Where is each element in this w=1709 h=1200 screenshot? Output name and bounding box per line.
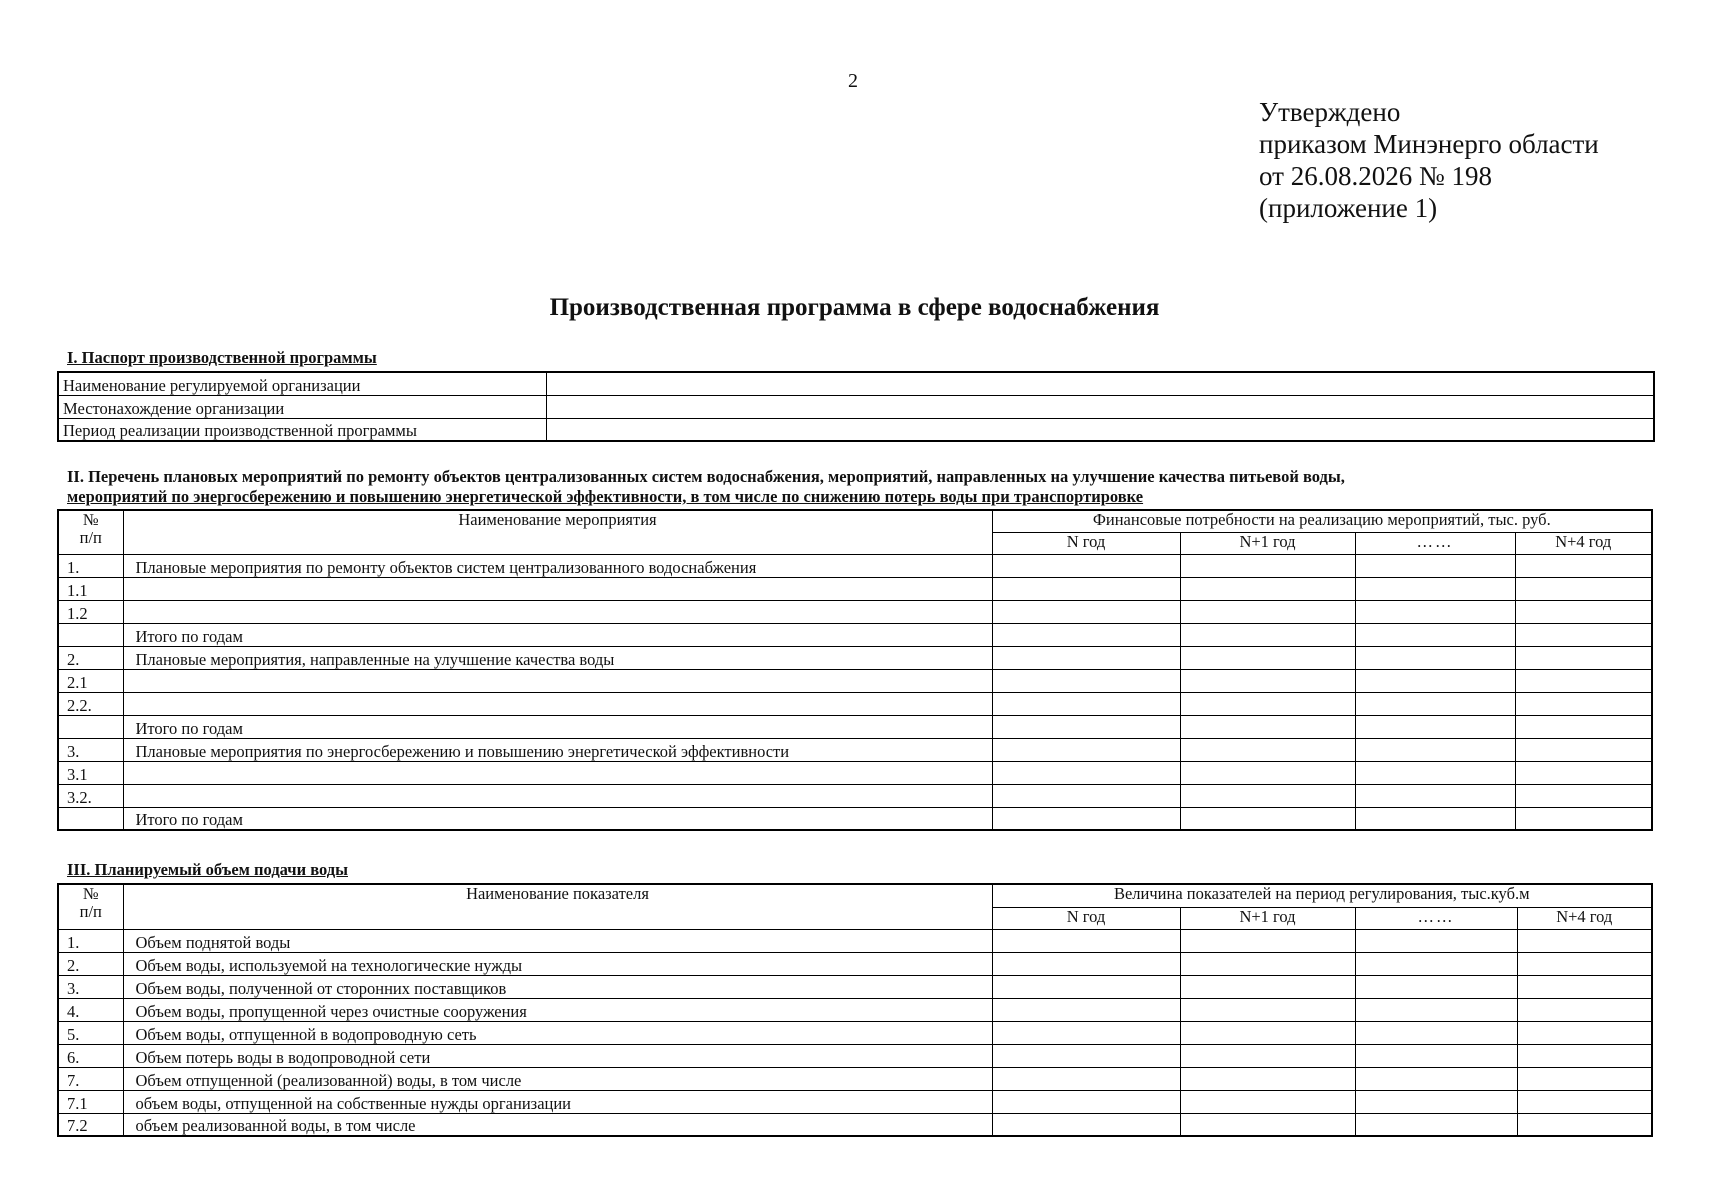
value-cell — [1355, 738, 1515, 761]
col-number-label-1: № — [82, 510, 99, 529]
section3-heading: III. Планируемый объем подачи воды — [67, 860, 348, 879]
value-cell — [1180, 929, 1355, 952]
value-cell — [1355, 1113, 1517, 1136]
row-number: 6. — [58, 1044, 123, 1067]
value-cell — [1355, 975, 1517, 998]
indicator-name: Объем воды, полученной от сторонних поставщиков — [123, 975, 992, 998]
value-cell — [1515, 784, 1652, 807]
value-cell — [1515, 669, 1652, 692]
section2-heading-line-1: II. Перечень плановых мероприятий по ремонту объектов централизованных систем водоснабжения, мероприятий, направленных на улучшение качества питьевой воды, — [67, 467, 1345, 486]
value-cell — [1180, 952, 1355, 975]
value-cell — [1517, 998, 1652, 1021]
value-cell — [1355, 1021, 1517, 1044]
passport-table — [57, 371, 1655, 442]
year-header: N+1 год — [1180, 532, 1355, 554]
col-number-label-2: п/п — [79, 902, 102, 921]
value-cell — [1180, 1067, 1355, 1090]
year-header: N год — [992, 907, 1180, 929]
row-number — [58, 807, 123, 830]
year-header: N+4 год — [1515, 532, 1652, 554]
value-cell — [1355, 761, 1515, 784]
measures-table — [57, 509, 1653, 831]
value-cell — [992, 1067, 1180, 1090]
value-cell — [1355, 669, 1515, 692]
indicator-name: Объем воды, пропущенной через очистные сооружения — [123, 998, 992, 1021]
row-number: 7.1 — [58, 1090, 123, 1113]
value-cell — [1180, 669, 1355, 692]
row-number: 2. — [58, 952, 123, 975]
value-cell — [1515, 577, 1652, 600]
year-header: …… — [1355, 532, 1515, 554]
value-cell — [1517, 1021, 1652, 1044]
approval-line-4: (приложение 1) — [1259, 193, 1438, 223]
value-cell — [1515, 761, 1652, 784]
value-cell — [1180, 600, 1355, 623]
row-number: 2.1 — [58, 669, 123, 692]
value-cell — [992, 554, 1180, 577]
value-cell — [1180, 646, 1355, 669]
row-number — [58, 623, 123, 646]
row-number: 1.2 — [58, 600, 123, 623]
document-title: Производственная программа в сфере водоснабжения — [549, 294, 1160, 321]
value-cell — [1180, 554, 1355, 577]
value-cell — [992, 600, 1180, 623]
value-cell — [1517, 1113, 1652, 1136]
value-cell — [1180, 975, 1355, 998]
value-cell — [1355, 807, 1515, 830]
value-cell — [1355, 600, 1515, 623]
value-cell — [992, 998, 1180, 1021]
measure-name: Плановые мероприятия, направленные на улучшение качества воды — [123, 646, 992, 669]
value-cell — [1180, 1021, 1355, 1044]
value-cell — [992, 807, 1180, 830]
value-cell — [992, 761, 1180, 784]
value-cell — [1355, 998, 1517, 1021]
row-number: 3.2. — [58, 784, 123, 807]
value-cell — [1180, 1044, 1355, 1067]
value-cell — [992, 929, 1180, 952]
row-number: 1. — [58, 929, 123, 952]
value-cell — [992, 975, 1180, 998]
value-cell — [1515, 715, 1652, 738]
value-cell — [992, 1044, 1180, 1067]
value-cell — [1355, 554, 1515, 577]
year-header: N год — [992, 532, 1180, 554]
row-number: 7.2 — [58, 1113, 123, 1136]
col-name-header: Наименование показателя — [123, 884, 992, 929]
value-cell — [1355, 623, 1515, 646]
value-cell — [1180, 692, 1355, 715]
value-cell — [992, 715, 1180, 738]
value-cell — [1355, 952, 1517, 975]
indicator-name: объем реализованной воды, в том числе — [123, 1113, 992, 1136]
row-number: 5. — [58, 1021, 123, 1044]
value-cell — [1180, 1113, 1355, 1136]
value-cell — [992, 738, 1180, 761]
approval-line-3: от 26.08.2026 № 198 — [1259, 161, 1492, 191]
value-cell — [1180, 1090, 1355, 1113]
value-cell — [992, 623, 1180, 646]
value-cell — [992, 784, 1180, 807]
value-cell — [992, 952, 1180, 975]
measure-name — [123, 784, 992, 807]
measure-name: Итого по годам — [123, 715, 992, 738]
value-cell — [992, 1113, 1180, 1136]
page-number: 2 — [848, 70, 858, 92]
year-header: N+1 год — [1180, 907, 1355, 929]
measure-name — [123, 669, 992, 692]
value-cell — [1355, 577, 1515, 600]
value-cell — [1515, 600, 1652, 623]
value-cell — [1180, 577, 1355, 600]
col-name-header: Наименование мероприятия — [123, 510, 992, 554]
row-number: 7. — [58, 1067, 123, 1090]
approval-block — [1259, 96, 1599, 224]
row-number: 3. — [58, 975, 123, 998]
section1-heading: I. Паспорт производственной программы — [67, 348, 377, 367]
col-number-header — [58, 884, 123, 929]
value-cell — [1355, 784, 1515, 807]
value-cell — [1517, 1090, 1652, 1113]
value-cell — [1355, 1044, 1517, 1067]
row-number: 4. — [58, 998, 123, 1021]
measure-name: Итого по годам — [123, 807, 992, 830]
measure-name: Итого по годам — [123, 623, 992, 646]
passport-value — [546, 395, 1654, 418]
indicator-name: Объем поднятой воды — [123, 929, 992, 952]
passport-label: Наименование регулируемой организации — [58, 372, 546, 395]
value-cell — [1355, 715, 1515, 738]
value-cell — [1180, 761, 1355, 784]
value-cell — [992, 577, 1180, 600]
value-cell — [1517, 1067, 1652, 1090]
row-number: 3. — [58, 738, 123, 761]
year-header: …… — [1355, 907, 1517, 929]
value-cell — [992, 669, 1180, 692]
value-cell — [1517, 929, 1652, 952]
value-cell — [1355, 929, 1517, 952]
indicator-name: Объем воды, используемой на технологические нужды — [123, 952, 992, 975]
measure-name: Плановые мероприятия по ремонту объектов систем централизованного водоснабжения — [123, 554, 992, 577]
value-cell — [1355, 692, 1515, 715]
value-cell — [992, 692, 1180, 715]
value-cell — [1515, 807, 1652, 830]
value-cell — [1355, 646, 1515, 669]
value-cell — [1355, 1067, 1517, 1090]
passport-value — [546, 418, 1654, 441]
value-cell — [1180, 998, 1355, 1021]
indicator-name: Объем отпущенной (реализованной) воды, в том числе — [123, 1067, 992, 1090]
passport-value — [546, 372, 1654, 395]
indicator-name: объем воды, отпущенной на собственные нужды организации — [123, 1090, 992, 1113]
col-number-label-1: № — [82, 884, 99, 903]
approval-line-1: Утверждено — [1259, 97, 1401, 127]
measure-name — [123, 692, 992, 715]
value-cell — [1355, 1090, 1517, 1113]
value-cell — [1517, 1044, 1652, 1067]
measure-name — [123, 761, 992, 784]
value-cell — [992, 646, 1180, 669]
value-cell — [1515, 623, 1652, 646]
value-cell — [1517, 952, 1652, 975]
measure-name — [123, 577, 992, 600]
approval-line-2: приказом Минэнерго области — [1259, 129, 1599, 159]
value-cell — [1180, 738, 1355, 761]
row-number: 2. — [58, 646, 123, 669]
value-cell — [1180, 623, 1355, 646]
value-cell — [1515, 646, 1652, 669]
col-group-header: Величина показателей на период регулирования, тыс.куб.м — [992, 884, 1652, 907]
value-cell — [1180, 715, 1355, 738]
row-number: 1.1 — [58, 577, 123, 600]
measure-name: Плановые мероприятия по энергосбережению и повышению энергетической эффективности — [123, 738, 992, 761]
measure-name — [123, 600, 992, 623]
value-cell — [992, 1021, 1180, 1044]
passport-label: Период реализации производственной программы — [58, 418, 546, 441]
value-cell — [1517, 975, 1652, 998]
value-cell — [1180, 807, 1355, 830]
row-number: 1. — [58, 554, 123, 577]
passport-label: Местонахождение организации — [58, 395, 546, 418]
col-number-label-2: п/п — [79, 528, 102, 547]
value-cell — [1515, 692, 1652, 715]
row-number — [58, 715, 123, 738]
col-number-header — [58, 510, 123, 554]
row-number: 2.2. — [58, 692, 123, 715]
indicator-name: Объем воды, отпущенной в водопроводную сеть — [123, 1021, 992, 1044]
value-cell — [1180, 784, 1355, 807]
year-header: N+4 год — [1517, 907, 1652, 929]
water-supply-table — [57, 883, 1653, 1137]
row-number: 3.1 — [58, 761, 123, 784]
col-group-header: Финансовые потребности на реализацию мероприятий, тыс. руб. — [992, 510, 1652, 532]
value-cell — [1515, 738, 1652, 761]
section2-heading-line-2: мероприятий по энергосбережению и повышению энергетической эффективности, в том числе по снижению потерь воды при транспортировке — [67, 487, 1144, 506]
value-cell — [992, 1090, 1180, 1113]
value-cell — [1515, 554, 1652, 577]
indicator-name: Объем потерь воды в водопроводной сети — [123, 1044, 992, 1067]
